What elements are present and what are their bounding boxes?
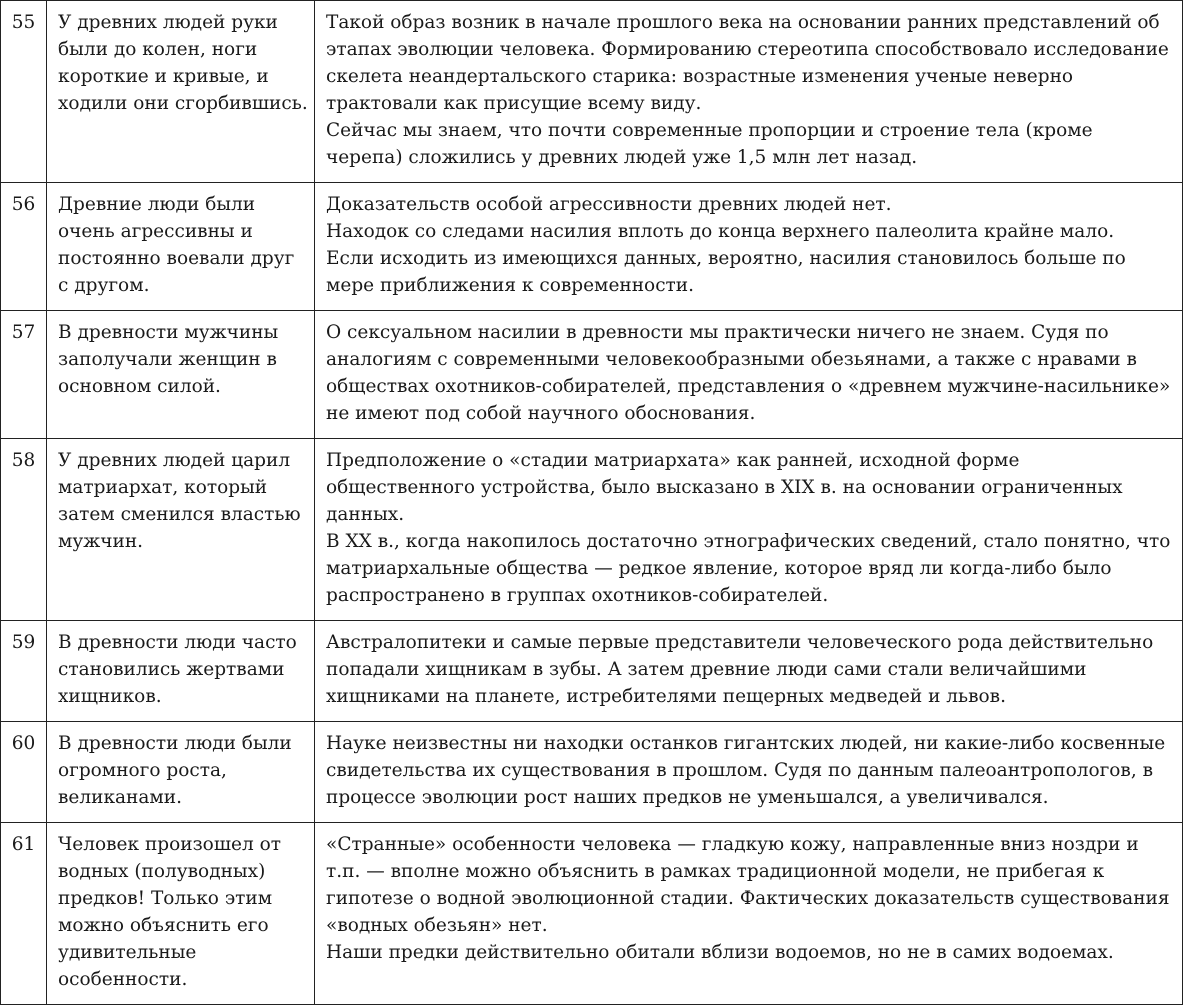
table-row bbox=[1, 183, 1183, 311]
row-number: 55 bbox=[1, 1, 47, 183]
myths-table-body bbox=[1, 1, 1183, 1005]
myth-cell: В древности люди были огромного роста, великанами. bbox=[47, 722, 315, 823]
row-number: 58 bbox=[1, 439, 47, 621]
table-row bbox=[1, 722, 1183, 823]
row-number: 56 bbox=[1, 183, 47, 311]
fact-paragraph: Сейчас мы знаем, что почти современные пропорции и строение тела (кроме черепа) сложились у древних людей уже 1,5 млн лет назад. bbox=[326, 120, 1093, 168]
fact-paragraph: Наши предки действительно обитали вблизи водоемов, но не в самих водоемах. bbox=[326, 942, 1114, 963]
fact-paragraph: Доказательств особой агрессивности древних людей нет. bbox=[326, 194, 892, 215]
fact-cell bbox=[315, 311, 1183, 439]
fact-cell bbox=[315, 439, 1183, 621]
table-row bbox=[1, 621, 1183, 722]
row-number: 60 bbox=[1, 722, 47, 823]
myth-cell: Древние люди были очень агрессивны и постоянно воевали друг с другом. bbox=[47, 183, 315, 311]
fact-paragraph: Находок со следами насилия вплоть до конца верхнего палеолита крайне мало. bbox=[326, 221, 1115, 242]
fact-paragraph: Предположение о «стадии матриархата» как ранней, исходной форме общественного устройства, было высказано в XIX в. на основании ограниченных данных. bbox=[326, 450, 1123, 525]
fact-cell bbox=[315, 1, 1183, 183]
fact-paragraph: Науке неизвестны ни находки останков гигантских людей, ни какие-либо косвенные свидетельства их существования в прошлом. Судя по данным палеоантропологов, в процессе эволюции рост наших предков не уменьшался, а увеличивался. bbox=[326, 733, 1166, 808]
fact-cell bbox=[315, 183, 1183, 311]
fact-paragraph: Австралопитеки и самые первые представители человеческого рода действительно попадали хищникам в зубы. А затем древние люди сами стали величайшими хищниками на планете, истребителями пещерных медведей и львов. bbox=[326, 632, 1154, 707]
myth-cell: Человек произошел от водных (полуводных) предков! Только этим можно объяснить его удивительные особенности. bbox=[47, 823, 315, 1005]
myth-cell: У древних людей руки были до колен, ноги короткие и кривые, и ходили они сгорбившись. bbox=[47, 1, 315, 183]
myth-cell: В древности люди часто становились жертвами хищников. bbox=[47, 621, 315, 722]
row-number: 59 bbox=[1, 621, 47, 722]
fact-cell bbox=[315, 823, 1183, 1005]
table-row bbox=[1, 1, 1183, 183]
fact-paragraph: Такой образ возник в начале прошлого века на основании ранних представлений об этапах эволюции человека. Формированию стереотипа способствовало исследование скелета неандертальского старика: возрастные изменения ученые неверно трактовали как присущие всему виду. bbox=[326, 12, 1169, 114]
table-row bbox=[1, 823, 1183, 1005]
fact-paragraph: О сексуальном насилии в древности мы практически ничего не знаем. Судя по аналогиям с современными человекообразными обезьянами, а также с нравами в обществах охотников-собирателей, представления о «древнем мужчине-насильнике» не имеют под собой научного обоснования. bbox=[326, 322, 1171, 424]
myth-cell: У древних людей царил матриархат, который затем сменился властью мужчин. bbox=[47, 439, 315, 621]
myth-cell: В древности мужчины заполучали женщин в основном силой. bbox=[47, 311, 315, 439]
fact-paragraph: В XX в., когда накопилось достаточно этнографических сведений, стало понятно, что матриархальные общества — редкое явление, которое вряд ли когда-либо было распространено в группах охотников-собирателей. bbox=[326, 531, 1171, 606]
table-row bbox=[1, 439, 1183, 621]
row-number: 57 bbox=[1, 311, 47, 439]
fact-paragraph: «Странные» особенности человека — гладкую кожу, направленные вниз ноздри и т.п. — вполне можно объяснить в рамках традиционной модели, не прибегая к гипотезе о водной эволюционной стадии. Фактических доказательств существования «водных обезьян» нет. bbox=[326, 834, 1170, 936]
fact-cell bbox=[315, 621, 1183, 722]
fact-paragraph: Если исходить из имеющихся данных, вероятно, насилия становилось больше по мере приближения к современности. bbox=[326, 248, 1126, 296]
table-row bbox=[1, 311, 1183, 439]
row-number: 61 bbox=[1, 823, 47, 1005]
fact-cell bbox=[315, 722, 1183, 823]
